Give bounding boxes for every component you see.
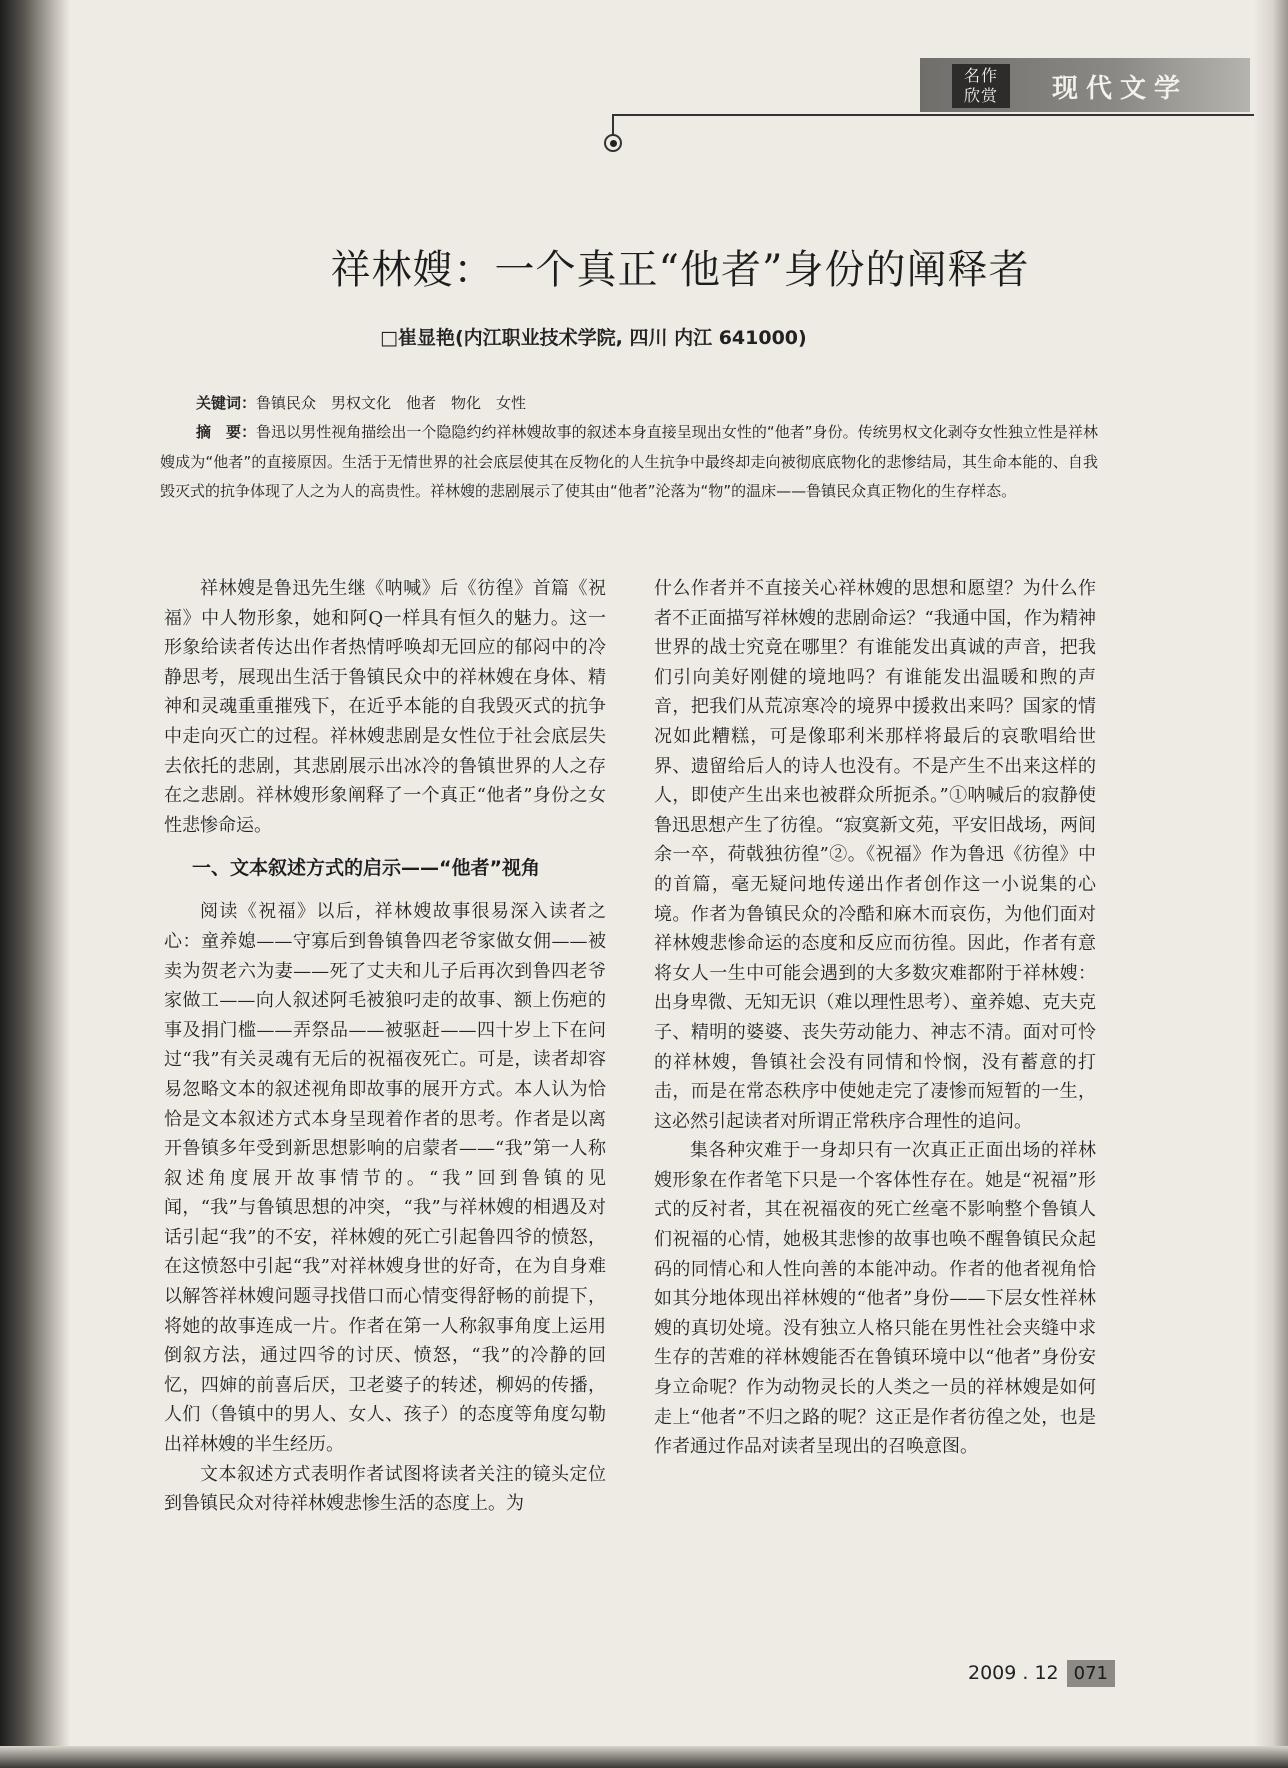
bullet-circle-icon [604,134,622,152]
section-heading: 一、文本叙述方式的启示——“他者”视角 [192,857,540,880]
keywords-text: 鲁镇民众 男权文化 他者 物化 女性 [256,394,527,412]
issue-date: 2009 . 12 [968,1662,1059,1684]
page-footer [968,1656,1115,1690]
book-binding-shadow [0,0,70,1768]
paragraph: 什么作者并不直接关心祥林嫂的思想和愿望？为什么作者不正面描写祥林嫂的悲剧命运？“我通中国，作为精神世界的战士究竟在哪里？有谁能发出真诚的声音，把我们引向美好刚健的境地吗？有谁能发出温暖和煦的声音，把我们从荒凉寒冷的境界中援救出来吗？国家的情况如此糟糕，可是像耶利米那样将最后的哀歌唱给世界、遗留给后人的诗人也没有。不是产生不出来这样的人，即使产生出来也被群众所扼杀。”①呐喊后的寂静使鲁迅思想产生了彷徨。“寂寞新文苑，平安旧战场，两间余一卒，荷戟独彷徨”②。《祝福》作为鲁迅《彷徨》中的首篇，毫无疑问地传递出作者创作这一小说集的心境。作者为鲁镇民众的冷酷和麻木而哀伤，为他们面对祥林嫂悲惨命运的态度和反应而彷徨。因此，作者有意将女人一生中可能会遇到的大多数灾难都附于祥林嫂：出身卑微、无知无识（难以理性思考）、童养媳、克夫克子、精明的婆婆、丧失劳动能力、神志不清。面对可怜的祥林嫂，鲁镇社会没有同情和怜悯，没有蓄意的打击，而是在常态秩序中使她走完了凄惨而短暂的一生，这必然引起读者对所谓正常秩序合理性的追问。 [654,578,1096,1132]
right-column [654,574,1096,1462]
bottom-edge-shadow [0,1746,1288,1768]
paragraph: 文本叙述方式表明作者试图将读者关注的镜头定位到鲁镇民众对待祥林嫂悲惨生活的态度上。为 [164,1463,606,1515]
abstract-text: 鲁迅以男性视角描绘出一个隐隐约约祥林嫂故事的叙述本身直接呈现出女性的“他者”身份。传统男权文化剥夺女性独立性是祥林嫂成为“他者”的直接原因。生活于无情世界的社会底层使其在反物化的人生抗争中最终却走向被彻底底物化的悲惨结局，其生命本能的、自我毁灭式的抗争体现了人之为人的高贵性。祥林嫂的悲剧展示了使其由“他者”沦落为“物”的温床——鲁镇民众真正物化的生存样态。 [160,423,1098,500]
header-bracket-line [612,114,1254,142]
journal-logo: 名作 欣赏 [952,64,1010,108]
section-label: 现代文学 [1052,74,1189,104]
author-line: □崔显艳(内江职业技术学院, 四川 内江 641000) [380,327,807,349]
left-column [164,574,606,1519]
page-edge-shadow [1254,0,1288,1768]
page-number: 071 [1067,1660,1115,1687]
keywords [196,392,1096,413]
paragraph: 集各种灾难于一身却只有一次真正正面出场的祥林嫂形象在作者笔下只是一个客体性存在。她是“祝福”形式的反衬者，其在祝福夜的死亡丝毫不影响整个鲁镇人们祝福的心情，她极其悲惨的故事也唤不醒鲁镇民众起码的同情心和人性向善的本能冲动。作者的他者视角恰如其分地体现出祥林嫂的“他者”身份——下层女性祥林嫂的真切处境。没有独立人格只能在男性社会夹缝中求生存的苦难的祥林嫂能否在鲁镇环境中以“他者”身份安身立命呢？作为动物灵长的人类之一员的祥林嫂是如何走上“他者”不归之路的呢？这正是作者彷徨之处，也是作者通过作品对读者呈现出的召唤意图。 [654,1140,1096,1458]
paragraph: 祥林嫂是鲁迅先生继《呐喊》后《彷徨》首篇《祝福》中人物形象，她和阿Q一样具有恒久的魅力。这一形象给读者传达出作者热情呼唤却无回应的郁闷中的冷静思考，展现出生活于鲁镇民众中的祥林嫂在身体、精神和灵魂重重摧残下，在近乎本能的自我毁灭式的抗争中走向灭亡的过程。祥林嫂悲剧是女性位于社会底层失去依托的悲剧，其悲剧展示出冰冷的鲁镇世界的人之存在之悲剧。祥林嫂形象阐释了一个真正“他者”身份之女性悲惨命运。 [164,578,606,836]
abstract [160,418,1098,507]
abstract-label: 摘 要： [196,423,257,441]
keywords-label: 关键词： [196,394,257,412]
paragraph: 阅读《祝福》以后，祥林嫂故事很易深入读者之心：童养媳——守寡后到鲁镇鲁四老爷家做女佣——被卖为贺老六为妻——死了丈夫和儿子后再次到鲁四老爷家做工——向人叙述阿毛被狼叼走的故事、额上伤疤的事及捐门槛——弄祭品——被驱赶——四十岁上下在问过“我”有关灵魂有无后的祝福夜死亡。可是，读者却容易忽略文本的叙述视角即故事的展开方式。本人认为恰恰是文本叙述方式本身呈现着作者的思考。作者是以离开鲁镇多年受到新思想影响的启蒙者——“我”第一人称叙述角度展开故事情节的。“我”回到鲁镇的见闻，“我”与鲁镇思想的冲突，“我”与祥林嫂的相遇及对话引起“我”的不安，祥林嫂的死亡引起鲁四爷的愤怒，在这愤怒中引起“我”对祥林嫂身世的好奇，在为自身难以解答祥林嫂问题寻找借口而心情变得舒畅的前提下，将她的故事连成一片。作者在第一人称叙事角度上运用倒叙方法，通过四爷的讨厌、愤怒，“我”的冷静的回忆，四婶的前喜后厌，卫老婆子的转述，柳妈的传播，人们（鲁镇中的男人、女人、孩子）的态度等角度勾勒出祥林嫂的半生经历。 [164,901,606,1456]
article-title: 祥林嫂：一个真正“他者”身份的阐释者 [330,247,1030,293]
